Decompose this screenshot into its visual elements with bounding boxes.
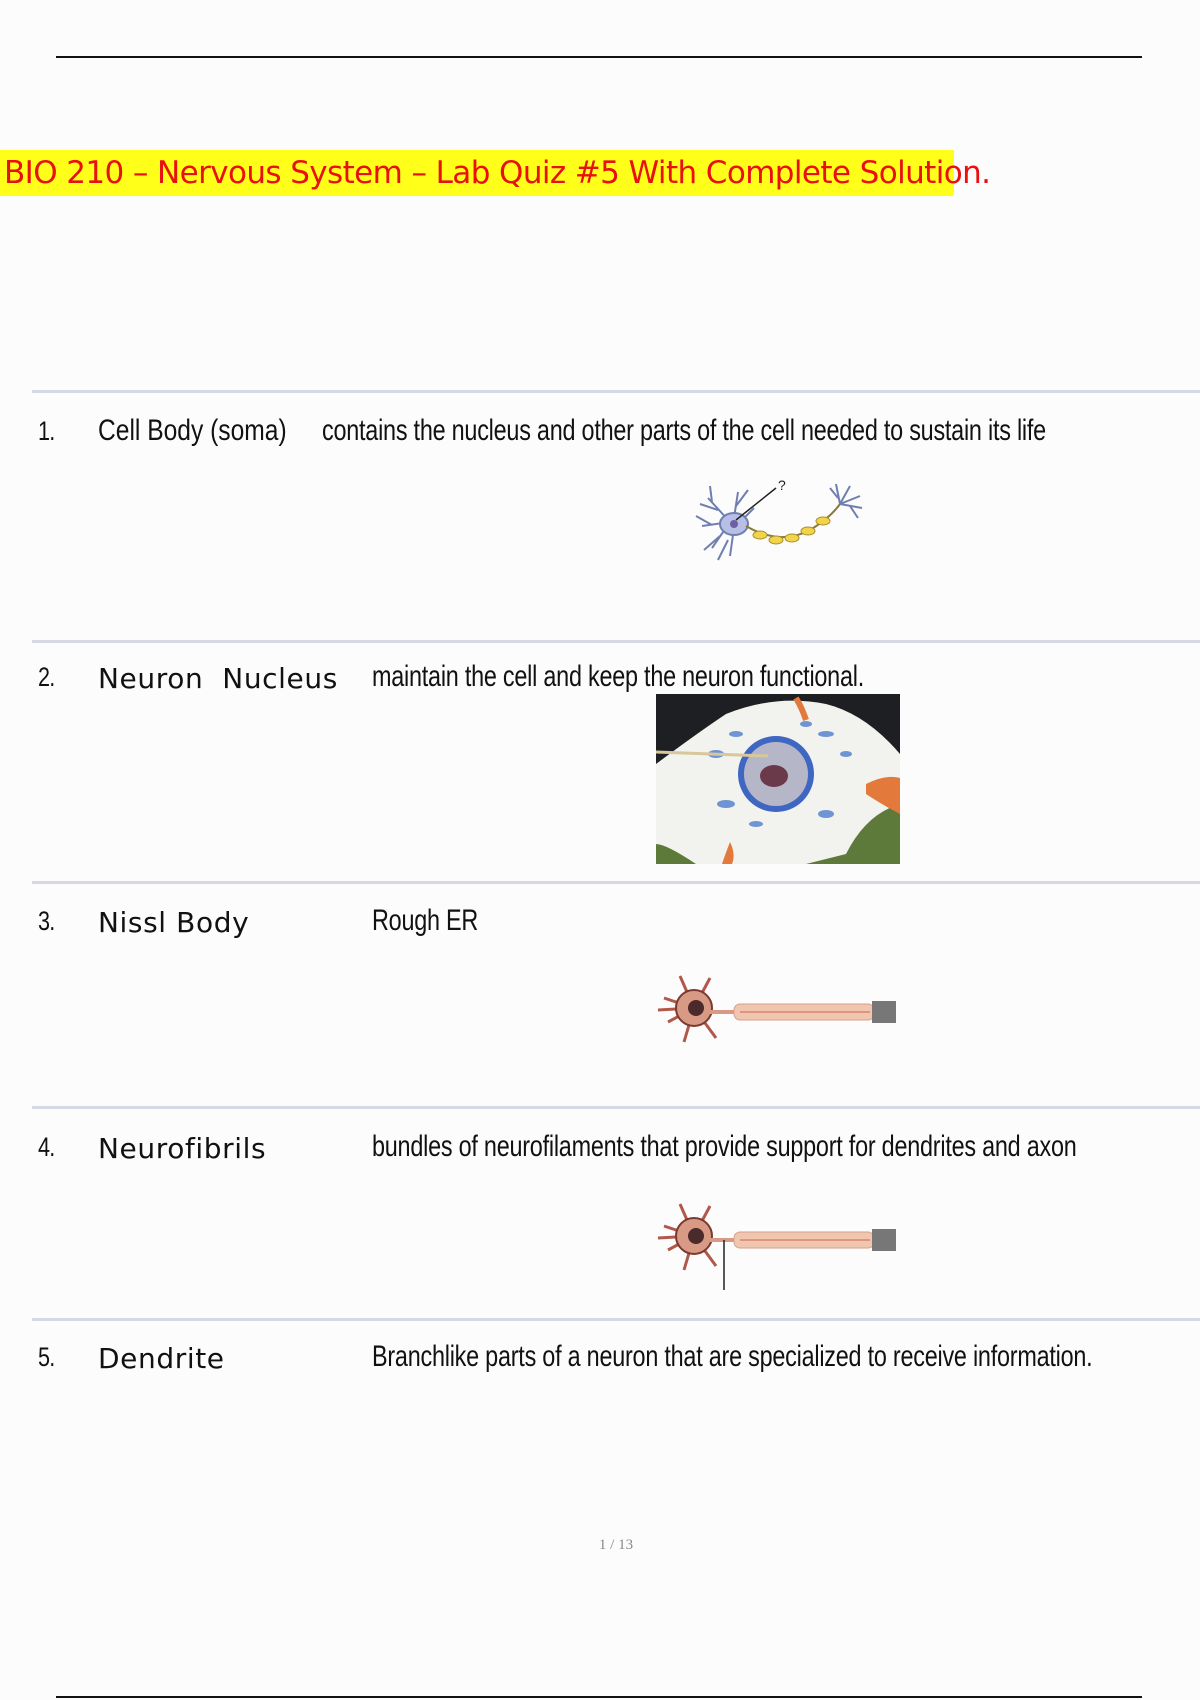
separator [32, 881, 1200, 884]
item-term: Nissl Body [98, 906, 250, 939]
page-title: BIO 210 – Nervous System – Lab Quiz #5 With Complete Solution. [0, 150, 954, 196]
item-term: Neurofibrils [98, 1132, 267, 1165]
separator [32, 390, 1200, 393]
nucleus-dot [730, 520, 738, 528]
item-term: Dendrite [98, 1342, 225, 1375]
item-definition: Branchlike parts of a neuron that are specialized to receive information. [372, 1340, 1093, 1373]
top-rule [56, 56, 1142, 58]
item-definition: bundles of neurofilaments that provide support for dendrites and axon [372, 1130, 1077, 1163]
neuron-axon-model-figure [654, 968, 904, 1048]
neuron-axon-model-figure [654, 1194, 904, 1294]
separator [32, 1318, 1200, 1321]
item-number: 2. [38, 662, 55, 692]
pointer-line [736, 488, 776, 520]
item-number: 1. [38, 416, 55, 446]
item-number: 4. [38, 1132, 55, 1162]
axon-terminal-branches [830, 484, 862, 518]
neuron-diagram-figure [690, 478, 866, 566]
item-definition: contains the nucleus and other parts of the cell needed to sustain its life [322, 414, 1046, 447]
item-term: Cell Body (soma) [98, 414, 287, 447]
separator [32, 1106, 1200, 1109]
myelin-segments [753, 517, 830, 544]
item-definition: Rough ER [372, 904, 479, 937]
item-number: 3. [38, 906, 55, 936]
item-definition: maintain the cell and keep the neuron functional. [372, 660, 864, 693]
item-number: 5. [38, 1342, 55, 1372]
page-number: 1 / 13 [598, 1537, 634, 1553]
figure-label: ? [778, 478, 786, 493]
bottom-rule [56, 1696, 1142, 1698]
neuron-model-photo [656, 694, 900, 864]
item-term: Neuron Nucleus [98, 662, 338, 695]
separator [32, 640, 1200, 643]
